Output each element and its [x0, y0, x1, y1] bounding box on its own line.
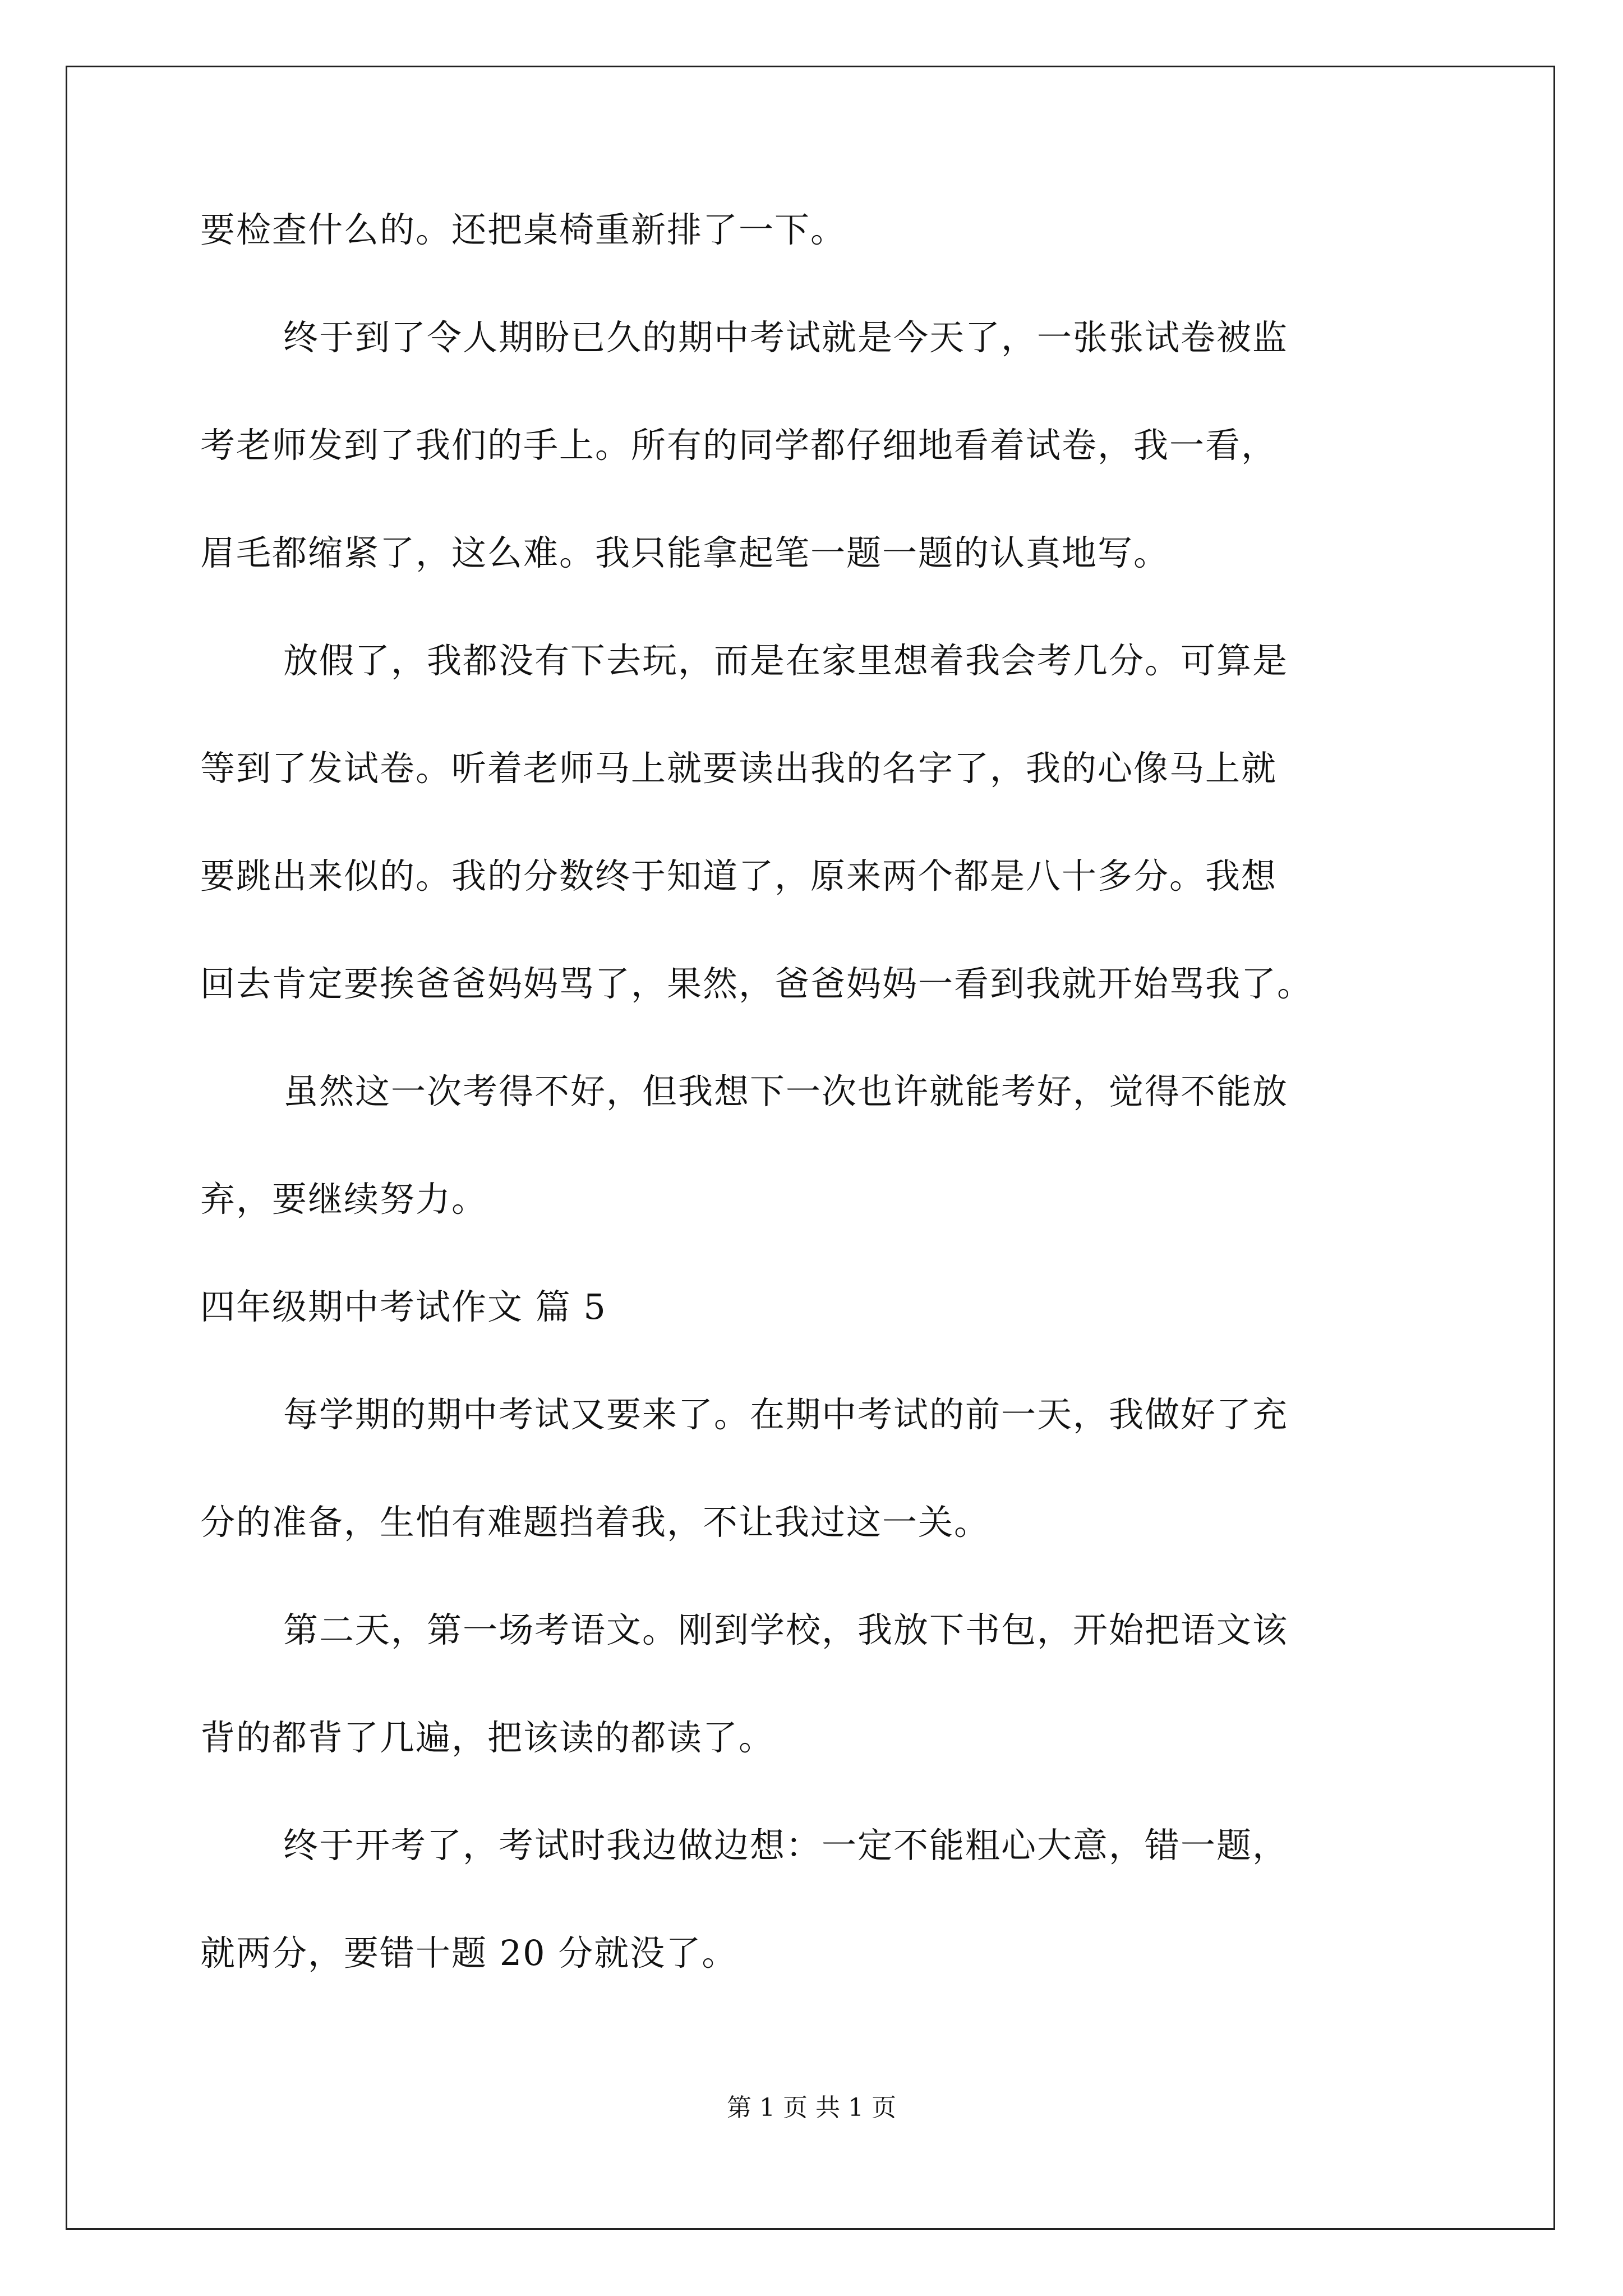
text-line: 弃，要继续努力。	[200, 1179, 488, 1220]
paragraph-start-line: 终于开考了，考试时我边做边想：一定不能粗心大意，错一题，	[283, 1825, 1289, 1866]
text-line: 分的准备，生怕有难题挡着我，不让我过这一关。	[200, 1502, 990, 1543]
text-line: 背的都背了几遍，把该读的都读了。	[200, 1717, 775, 1758]
text-line: 考老师发到了我们的手上。所有的同学都仔细地看着试卷，我一看，	[200, 425, 1278, 466]
paragraph-start-line: 放假了，我都没有下去玩，而是在家里想着我会考几分。可算是	[283, 640, 1289, 681]
paragraph-start-line: 每学期的期中考试又要来了。在期中考试的前一天，我做好了充	[283, 1394, 1289, 1435]
text-line: 等到了发试卷。听着老师马上就要读出我的名字了，我的心像马上就	[200, 748, 1278, 789]
text-line: 回去肯定要挨爸爸妈妈骂了，果然，爸爸妈妈一看到我就开始骂我了。	[200, 963, 1313, 1004]
section-heading: 四年级期中考试作文 篇 5	[200, 1286, 607, 1327]
page-border	[66, 66, 1555, 2230]
paragraph-start-line: 第二天，第一场考语文。刚到学校，我放下书包，开始把语文该	[283, 1609, 1289, 1650]
paragraph-start-line: 虽然这一次考得不好，但我想下一次也许就能考好，觉得不能放	[283, 1071, 1289, 1112]
text-line: 要跳出来似的。我的分数终于知道了，原来两个都是八十多分。我想	[200, 855, 1278, 896]
text-line: 要检查什么的。还把桌椅重新排了一下。	[200, 209, 847, 250]
text-line: 眉毛都缩紧了，这么难。我只能拿起笔一题一题的认真地写。	[200, 532, 1170, 573]
paragraph-start-line: 终于到了令人期盼已久的期中考试就是今天了，一张张试卷被监	[283, 317, 1289, 358]
text-line: 就两分，要错十题 20 分就没了。	[200, 1932, 738, 1973]
page-number-footer: 第 1 页 共 1 页	[727, 2093, 896, 2122]
